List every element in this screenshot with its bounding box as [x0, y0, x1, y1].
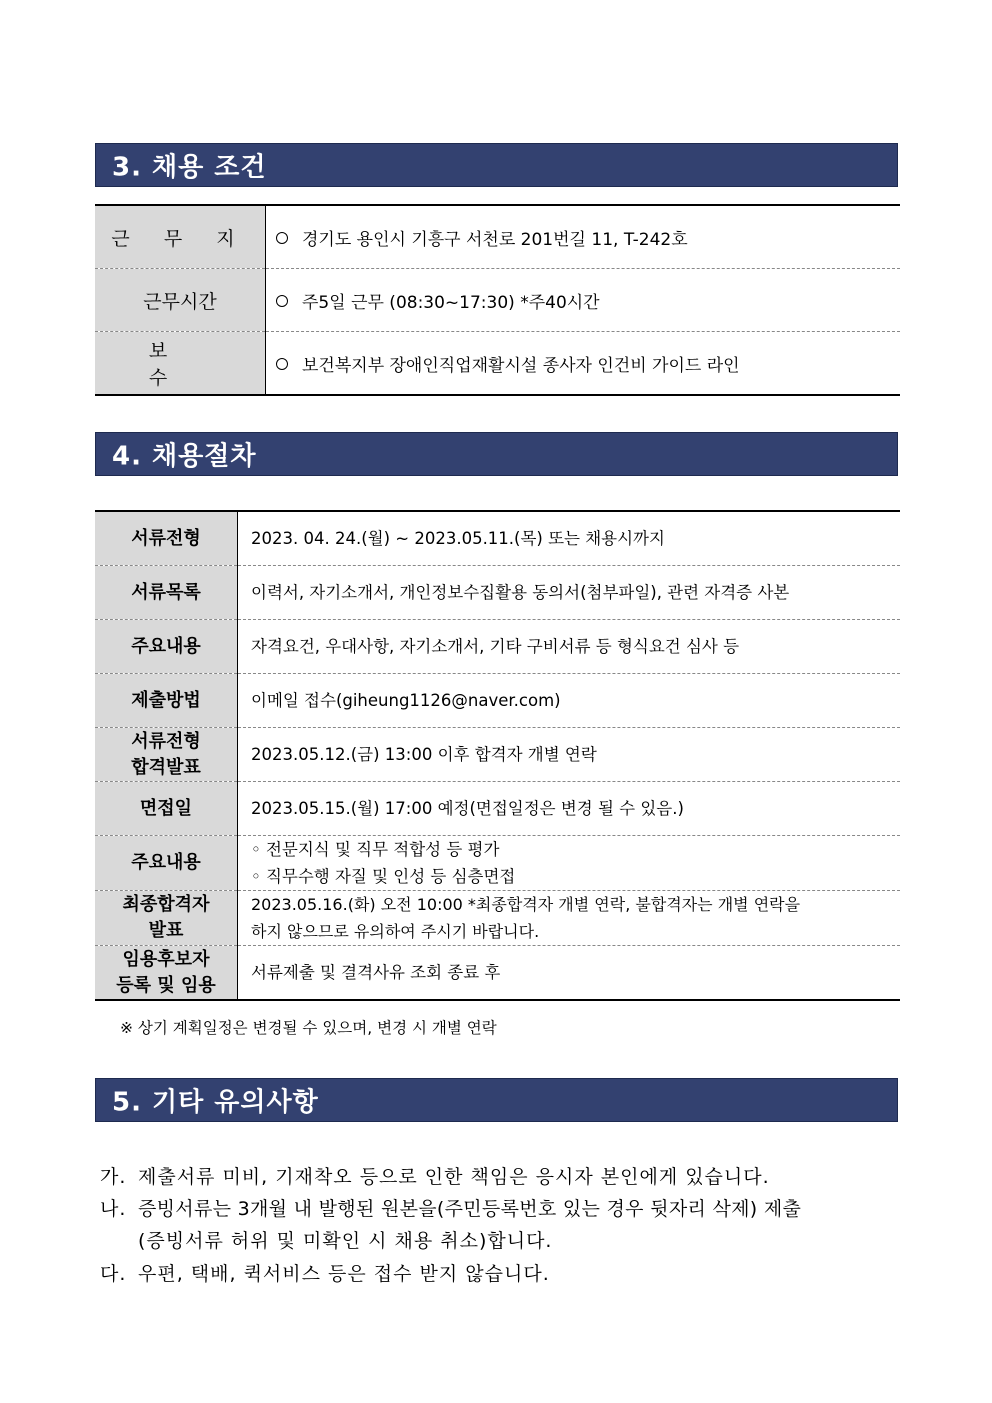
table-row [95, 836, 900, 891]
row-value: 2023.05.15.(월) 17:00 예정(면접일정은 변경 될 수 있음.) [238, 782, 901, 836]
row-label: 주요내용 [95, 620, 238, 674]
row-value: 서류제출 및 결격사유 조회 종료 후 [238, 946, 901, 1001]
section-3-header [95, 143, 898, 187]
section-5-header [95, 1078, 898, 1122]
row-label: 보 수 [95, 332, 266, 396]
circle-bullet-icon [276, 295, 288, 307]
row-label: 주요내용 [95, 836, 238, 891]
row-label: 제출방법 [95, 674, 238, 728]
row-label: 서류목록 [95, 566, 238, 620]
procedure-table [95, 510, 900, 1001]
section-5-title: 5. 기타 유의사항 [112, 1087, 319, 1118]
section-4-title: 4. 채용절차 [112, 441, 257, 472]
row-value: 주5일 근무 (08:30~17:30) *주40시간 [266, 269, 901, 332]
table-row [95, 946, 900, 1001]
row-value: 이메일 접수(giheung1126@naver.com) [238, 674, 901, 728]
schedule-note: ※ 상기 계획일정은 변경될 수 있으며, 변경 시 개별 연락 [120, 1019, 497, 1037]
list-item: 다. 우편, 택배, 퀵서비스 등은 접수 받지 않습니다. [100, 1263, 550, 1285]
row-label: 최종합격자 발표 [95, 891, 238, 946]
table-row [95, 782, 900, 836]
row-value: 자격요건, 우대사항, 자기소개서, 기타 구비서류 등 형식요건 심사 등 [238, 620, 901, 674]
list-item: 가. 제출서류 미비, 기재착오 등으로 인한 책임은 응시자 본인에게 있습니다. [100, 1166, 770, 1188]
row-value: 2023.05.12.(금) 13:00 이후 합격자 개별 연락 [238, 728, 901, 782]
table-row [95, 205, 900, 269]
row-value: 보건복지부 장애인직업재활시설 종사자 인건비 가이드 라인 [266, 332, 901, 396]
table-row [95, 269, 900, 332]
table-row [95, 332, 900, 396]
list-item-continuation: (증빙서류 허위 및 미확인 시 채용 취소)합니다. [138, 1230, 553, 1252]
table-row [95, 891, 900, 946]
row-value: 경기도 용인시 기흥구 서천로 201번길 11, T-242호 [266, 205, 901, 269]
row-label: 근무시간 [95, 269, 266, 332]
table-row [95, 728, 900, 782]
table-row [95, 511, 900, 566]
row-label: 면접일 [95, 782, 238, 836]
table-row [95, 620, 900, 674]
row-value: 2023. 04. 24.(월) ~ 2023.05.11.(목) 또는 채용시까지 [238, 511, 901, 566]
table-row [95, 674, 900, 728]
table-row [95, 566, 900, 620]
list-item: 나. 증빙서류는 3개월 내 발행된 원본을(주민등록번호 있는 경우 뒷자리 삭제) 제출 [100, 1198, 802, 1220]
row-label: 서류전형 [95, 511, 238, 566]
row-value: ◦ 전문지식 및 직무 적합성 등 평가 ◦ 직무수행 자질 및 인성 등 심층면접 [238, 836, 901, 891]
row-label: 서류전형 합격발표 [95, 728, 238, 782]
row-value: 2023.05.16.(화) 오전 10:00 *최종합격자 개별 연락, 불합격자는 개별 연락을 하지 않으므로 유의하여 주시기 바랍니다. [238, 891, 901, 946]
circle-bullet-icon [276, 358, 288, 370]
row-value: 이력서, 자기소개서, 개인정보수집활용 동의서(첨부파일), 관련 자격증 사본 [238, 566, 901, 620]
conditions-table [95, 204, 900, 396]
circle-bullet-icon [276, 232, 288, 244]
section-4-header [95, 432, 898, 476]
row-label: 임용후보자 등록 및 임용 [95, 946, 238, 1001]
section-3-title: 3. 채용 조건 [112, 152, 267, 183]
row-label: 근 무 지 [95, 205, 266, 269]
